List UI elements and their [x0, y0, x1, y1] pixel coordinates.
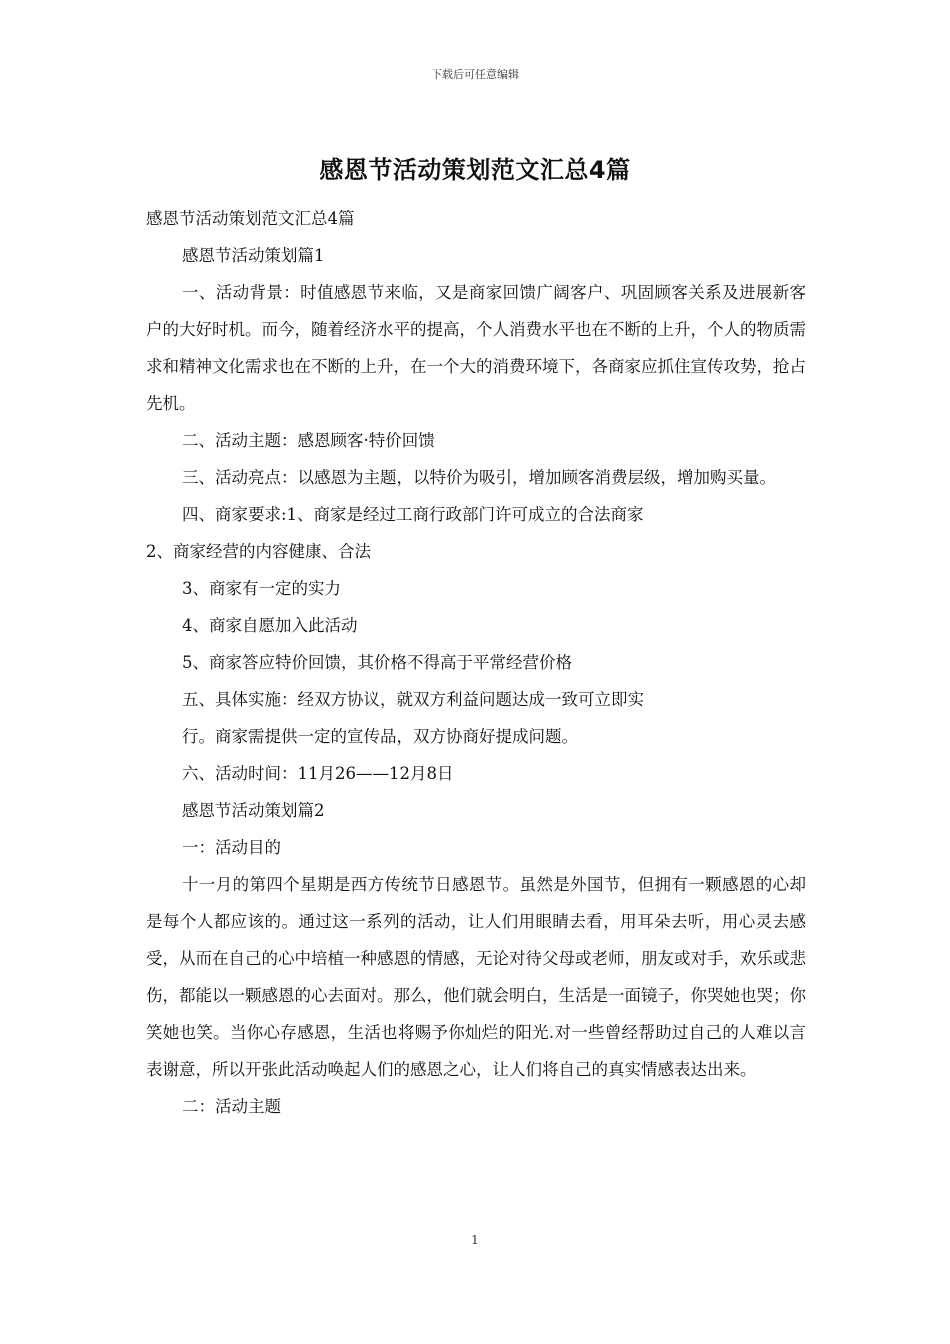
paragraph-purpose-body: 十一月的第四个星期是西方传统节日感恩节。虽然是外国节，但拥有一颗感恩的心却是每个人都应该的。通过这一系列的活动，让人们用眼睛去看，用耳朵去听，用心灵去感受，从而在自己的心中培植一种感恩的情感，无论对待父母或老师，朋友或对手，欢乐或悲伤，都能以一颗感恩的心去面对。那么，他们就会明白，生活是一面镜子，你哭她也哭；你笑她也笑。当你心存感恩，生活也将赐予你灿烂的阳光.对一些曾经帮助过自己的人难以言表谢意，所以开张此活动唤起人们的感恩之心，让人们将自己的真实情感表达出来。 [146, 875, 806, 1079]
paragraph-theme-heading: 二：活动主题 [182, 1097, 281, 1116]
paragraph-merchant-req-5: 5、商家答应特价回馈，其价格不得高于平常经营价格 [182, 653, 572, 672]
paragraph-implementation-cont: 行。商家需提供一定的宣传品，双方协商好提成问题。 [182, 727, 578, 746]
paragraph-activity-time: 六、活动时间：11月26——12月8日 [182, 764, 454, 783]
paragraph-theme: 二、活动主题：感恩顾客·特价回馈 [182, 431, 435, 450]
header-note: 下载后可任意编辑 [431, 68, 519, 81]
paragraph-highlights: 三、活动亮点：以感恩为主题，以特价为吸引，增加顾客消费层级，增加购买量。 [182, 468, 776, 487]
paragraph-purpose-heading: 一：活动目的 [182, 838, 281, 857]
paragraph-implementation: 五、具体实施：经双方协议，就双方利益问题达成一致可立即实 [182, 690, 644, 709]
paragraph-background: 一、活动背景：时值感恩节来临，又是商家回馈广阔客户、巩固顾客关系及进展新客户的大好时机。而今，随着经济水平的提高，个人消费水平也在不断的上升，个人的物质需求和精神文化需求也在不断的上升，在一个大的消费环境下，各商家应抓住宣传攻势，抢占先机。 [146, 283, 806, 413]
document-body [146, 200, 806, 1125]
paragraph-merchant-req-2: 2、商家经营的内容健康、合法 [146, 542, 371, 561]
paragraph-merchant-req-3: 3、商家有一定的实力 [182, 579, 341, 598]
paragraph-merchant-req-1: 四、商家要求:1、商家是经过工商行政部门许可成立的合法商家 [182, 505, 644, 524]
document-title: 感恩节活动策划范文汇总4篇 [319, 156, 631, 184]
paragraph-section-heading-2: 感恩节活动策划篇2 [182, 801, 325, 820]
paragraph-merchant-req-4: 4、商家自愿加入此活动 [182, 616, 358, 635]
page-number: 1 [471, 1233, 479, 1247]
paragraph-section-heading-1: 感恩节活动策划篇1 [182, 246, 325, 265]
paragraph-subtitle: 感恩节活动策划范文汇总4篇 [146, 209, 355, 228]
